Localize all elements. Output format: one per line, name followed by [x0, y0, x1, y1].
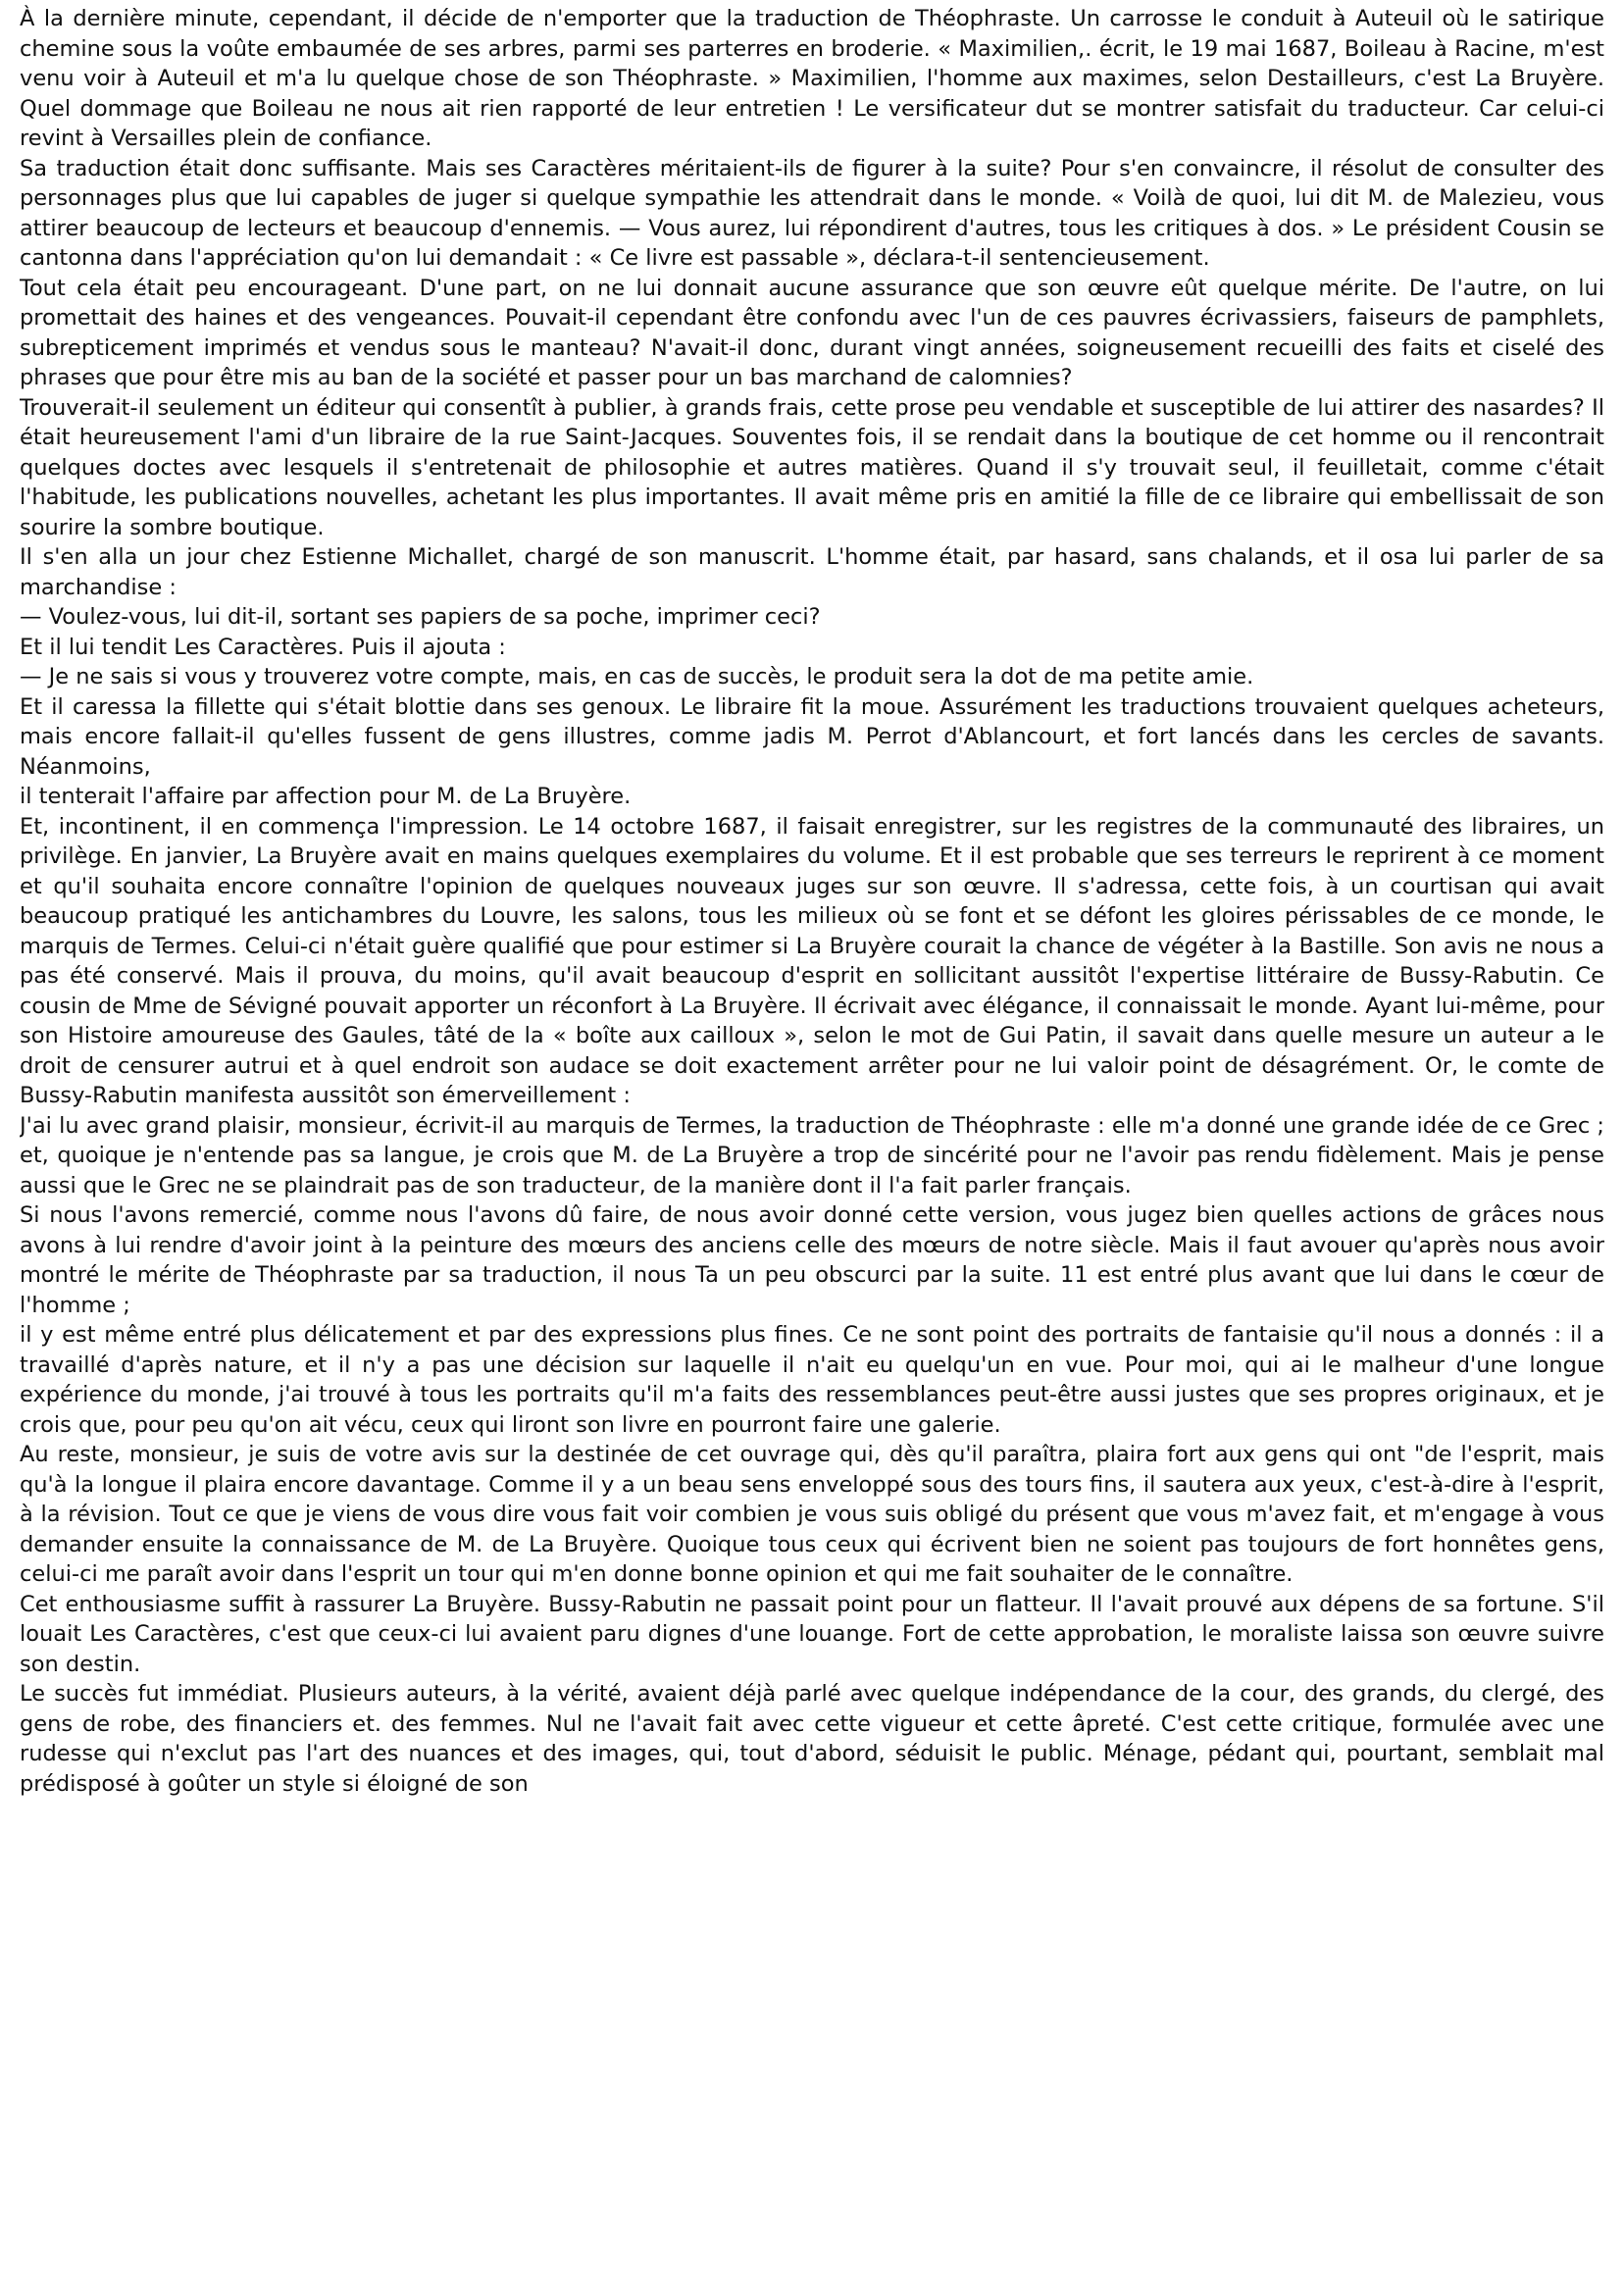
document-body	[20, 4, 1604, 2294]
quoted-letter-paragraph: J'ai lu avec grand plaisir, monsieur, écrivit-il au marquis de Termes, la traduction de Théophraste : elle m'a donné une grande idée de ce Grec ; et, quoique je n'entende pas sa langue, je crois que M. de La Bruyère a trop de sincérité pour ne l'avoir pas rendu fidèlement. Mais je pense aussi que le Grec ne se plaindrait pas de son traducteur, de la manière dont il l'a fait parler français.	[20, 1112, 1604, 1198]
paragraph: Le succès fut immédiat. Plusieurs auteurs, à la vérité, avaient déjà parlé avec quelque indépendance de la cour, des grands, du clergé, des gens de robe, des financiers et. des femmes. Nul ne l'avait fait avec cette vigueur et cette âpreté. C'est cette critique, formulée avec une rudesse qui n'exclut pas l'art des nuances et des images, qui, tout d'abord, séduisit le public. Ménage, pédant qui, pourtant, semblait mal prédisposé à goûter un style si éloigné de son	[20, 1681, 1604, 1797]
dialogue-line: — Voulez-vous, lui dit-il, sortant ses papiers de sa poche, imprimer ceci?	[20, 604, 821, 630]
dialogue-line: — Je ne sais si vous y trouverez votre compte, mais, en cas de succès, le produit sera la dot de ma petite amie.	[20, 664, 1254, 689]
quoted-letter-paragraph: Si nous l'avons remercié, comme nous l'avons dû faire, de nous avoir donné cette version, vous jugez bien quelles actions de grâces nous avons à lui rendre d'avoir joint à la peinture des mœurs des anciens celle des mœurs de notre siècle. Mais il faut avouer qu'après nous avoir montré le mérite de Théophraste par sa traduction, il nous Ta un peu obscurci par la suite. 11 est entré plus avant que lui dans le cœur de l'homme ;	[20, 1202, 1604, 1318]
paragraph: Et il caressa la fillette qui s'était blottie dans ses genoux. Le libraire fit la moue. Assurément les traductions trouvaient quelques acheteurs, mais encore fallait-il qu'elles fussent de gens illustres, comme jadis M. Perrot d'Ablancourt, et fort lancés dans les cercles de savants. Néanmoins,	[20, 693, 1604, 780]
paragraph: Trouverait-il seulement un éditeur qui consentît à publier, à grands frais, cette prose peu vendable et susceptible de lui attirer des nasardes? Il était heureusement l'ami d'un libraire de la rue Saint-Jacques. Souventes fois, il se rendait dans la boutique de cet homme ou il rencontrait quelques doctes avec lesquels il s'entretenait de philosophie et autres matières. Quand il s'y trouvait seul, il feuilletait, comme c'était l'habitude, les publications nouvelles, achetant les plus importantes. Il avait même pris en amitié la fille de ce libraire qui embellissait de son sourire la sombre boutique.	[20, 394, 1604, 540]
paragraph: Et, incontinent, il en commença l'impression. Le 14 octobre 1687, il faisait enregistrer, sur les registres de la communauté des libraires, un privilège. En janvier, La Bruyère avait en mains quelques exemplaires du volume. Et il est probable que ses terreurs le reprirent à ce moment et qu'il souhaita encore connaître l'opinion de quelques nouveaux juges sur son œuvre. Il s'adressa, cette fois, à un courtisan qui avait beaucoup pratiqué les antichambres du Louvre, les salons, tous les milieux où se font et se défont les gloires périssables de ce monde, le marquis de Termes. Celui-ci n'était guère qualifié que pour estimer si La Bruyère courait la chance de végéter à la Bastille. Son avis ne nous a pas été conservé. Mais il prouva, du moins, qu'il avait beaucoup d'esprit en sollicitant aussitôt l'expertise littéraire de Bussy-Rabutin. Ce cousin de Mme de Sévigné pouvait apporter un réconfort à La Bruyère. Il écrivait avec élégance, il connaissait le monde. Ayant lui-même, pour son Histoire amoureuse des Gaules, tâté de la « boîte aux cailloux », selon le mot de Gui Patin, il savait dans quelle mesure un auteur a le droit de censurer autrui et à quel endroit son audace se doit exactement arrêter pour ne lui valoir point de désagrément. Or, le comte de Bussy-Rabutin manifesta aussitôt son émerveillement :	[20, 813, 1604, 1108]
quoted-letter-paragraph: il y est même entré plus délicatement et par des expressions plus fines. Ce ne sont point des portraits de fantaisie qu'il nous a donnés : il a travaillé d'après nature, et il n'y a pas une décision sur laquelle il n'ait eu quelqu'un en vue. Pour moi, qui ai le malheur d'une longue expérience du monde, j'ai trouvé à tous les portraits qu'il m'a faits des ressemblances peut-être aussi justes que ses propres originaux, et je crois que, pour peu qu'on ait vécu, ceux qui liront son livre en pourront faire une galerie.	[20, 1322, 1604, 1438]
paragraph: il tenterait l'affaire par affection pour M. de La Bruyère.	[20, 784, 632, 809]
paragraph: Sa traduction était donc suffisante. Mais ses Caractères méritaient-ils de figurer à la suite? Pour s'en convaincre, il résolut de consulter des personnages plus que lui capables de juger si quelque sympathie les attendrait dans le monde. « Voilà de quoi, lui dit M. de Malezieu, vous attirer beaucoup de lecteurs et beaucoup d'ennemis. — Vous aurez, lui répondirent d'autres, tous les critiques à dos. » Le président Cousin se cantonna dans l'appréciation qu'on lui demandait : « Ce livre est passable », déclara-t-il sentencieusement.	[20, 155, 1604, 271]
quoted-letter-paragraph: Au reste, monsieur, je suis de votre avis sur la destinée de cet ouvrage qui, dès qu'il paraîtra, plaira fort aux gens qui ont "de l'esprit, mais qu'à la longue il plaira encore davantage. Comme il y a un beau sens enveloppé sous des tours fins, il sautera aux yeux, c'est-à-dire à l'esprit, à la révision. Tout ce que je viens de vous dire vous fait voir combien je vous suis obligé du présent que vous m'avez fait, et m'engage à vous demander ensuite la connaissance de M. de La Bruyère. Quoique tous ceux qui écrivent bien ne soient pas toujours de fort honnêtes gens, celui-ci me paraît avoir dans l'esprit un tour qui m'en donne bonne opinion et qui me fait souhaiter de le connaître.	[20, 1442, 1604, 1587]
paragraph: À la dernière minute, cependant, il décide de n'emporter que la traduction de Théophraste. Un carrosse le conduit à Auteuil où le satirique chemine sous la voûte embaumée de ses arbres, parmi ses parterres en broderie. « Maximilien,. écrit, le 19 mai 1687, Boileau à Racine, m'est venu voir à Auteuil et m'a lu quelque chose de son Théophraste. » Maximilien, l'homme aux maximes, selon Destailleurs, c'est La Bruyère. Quel dommage que Boileau ne nous ait rien rapporté de leur entretien ! Le versificateur dut se montrer satisfait du traducteur. Car celui-ci revint à Versailles plein de confiance.	[20, 6, 1604, 151]
paragraph: Et il lui tendit Les Caractères. Puis il ajouta :	[20, 634, 506, 660]
paragraph: Tout cela était peu encourageant. D'une part, on ne lui donnait aucune assurance que son œuvre eût quelque mérite. De l'autre, on lui promettait des haines et des vengeances. Pouvait-il cependant être confondu avec l'un de ces pauvres écrivassiers, faiseurs de pamphlets, subrepticement imprimés et vendus sous le manteau? N'avait-il donc, durant vingt années, soigneusement recueilli des faits et ciselé des phrases que pour être mis au ban de la société et passer pour un bas marchand de calomnies?	[20, 275, 1604, 390]
paragraph: Il s'en alla un jour chez Estienne Michallet, chargé de son manuscrit. L'homme était, par hasard, sans chalands, et il osa lui parler de sa marchandise :	[20, 544, 1604, 600]
paragraph: Cet enthousiasme suffit à rassurer La Bruyère. Bussy-Rabutin ne passait point pour un flatteur. Il l'avait prouvé aux dépens de sa fortune. S'il louait Les Caractères, c'est que ceux-ci lui avaient paru dignes d'une louange. Fort de cette approbation, le moraliste laissa son œuvre suivre son destin.	[20, 1591, 1604, 1677]
